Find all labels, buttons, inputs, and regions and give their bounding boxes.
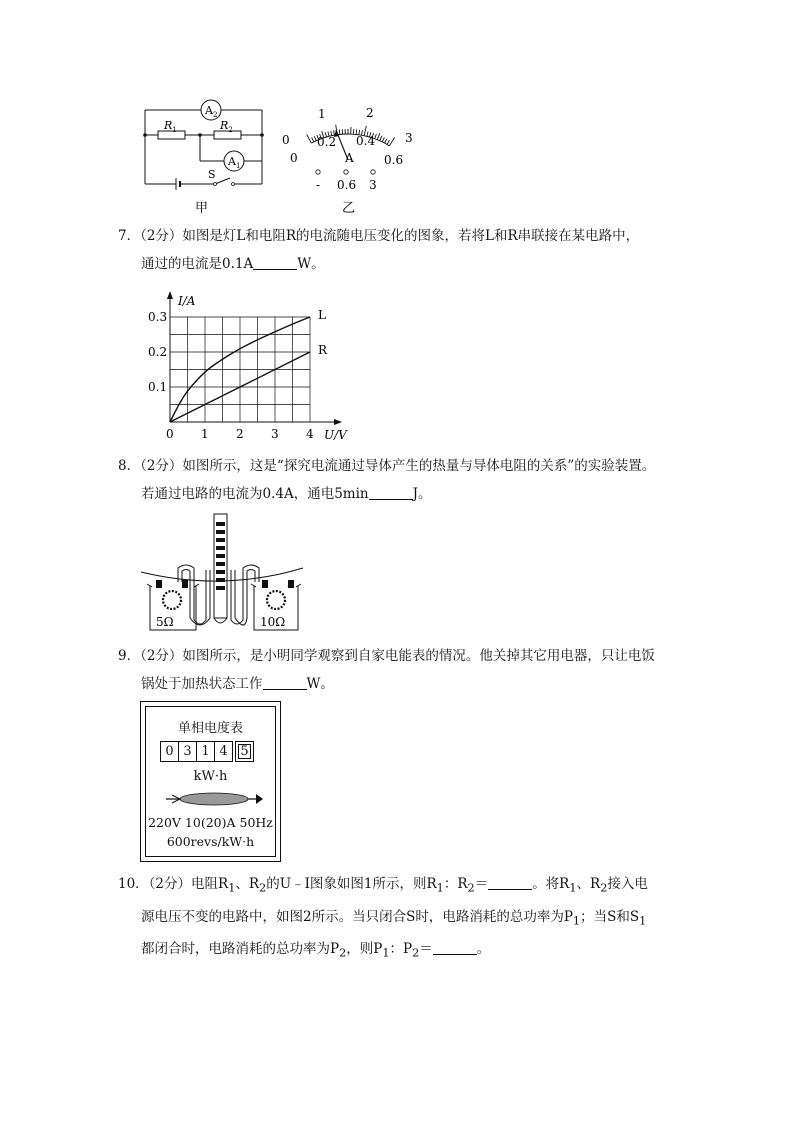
answer-blank[interactable] (488, 876, 532, 890)
x-tick-label: 4 (306, 427, 314, 441)
terminal-3: 3 (369, 178, 377, 192)
q10-line3: 都闭合时，电路消耗的总功率为$P_2$，则$P_1$：$P_2=$ 。 (141, 941, 491, 961)
dial-tick (312, 137, 314, 141)
scale-top-1: 1 (318, 107, 326, 121)
y-tick-label: 0.1 (148, 380, 168, 394)
x-axis-label: U/V (324, 428, 347, 442)
dial-tick (314, 136, 316, 141)
scale-bottom-2: 0.4 (356, 134, 376, 148)
meter-digit: 3 (178, 741, 197, 762)
r2-label: $R_2$ (220, 119, 233, 134)
y-tick-label: 0.2 (148, 345, 168, 359)
left-resistor-label: 5Ω (156, 615, 174, 629)
right-resistor-label: 10Ω (260, 615, 286, 629)
scale-bottom-3: 0.6 (384, 153, 404, 167)
answer-blank[interactable] (253, 256, 297, 270)
scale-bottom-1: 0.2 (317, 135, 337, 149)
meter-disc-icon (164, 790, 264, 808)
x-tick-label: 0 (166, 427, 174, 441)
meter-spec-revs: 600revs/kW·h (166, 834, 255, 849)
q7-line1: 7．（2分）如图是灯L和电阻R的电流随电压变化的图象，若将L和R串联接在某电路中， (118, 228, 640, 244)
dial-tick (385, 139, 387, 143)
ammeter-dial (270, 100, 420, 218)
q8-line1: 8．（2分）如图所示，这是“探究电流通过导体产生的热量与导体电阻的关系”的实验装置。 (118, 458, 656, 474)
electric-meter (140, 701, 281, 862)
answer-blank[interactable] (369, 486, 413, 500)
answer-blank[interactable] (433, 941, 477, 955)
scale-top-3: 3 (405, 131, 413, 145)
dial-tick (380, 136, 382, 141)
meter-digit: 0 (160, 741, 179, 762)
series-label-L: L (318, 308, 326, 322)
switch-label: S (208, 168, 216, 181)
y-axis-arrow (167, 291, 173, 299)
x-tick-label: 1 (201, 427, 209, 441)
question-10 (118, 870, 688, 968)
meter-digit: 1 (196, 741, 215, 762)
x-tick-label: 3 (271, 427, 279, 441)
r1-label: $R_1$ (164, 119, 177, 134)
caption-jia: 甲 (195, 201, 209, 216)
scale-bottom-0: 0 (290, 151, 298, 165)
meter-digit-decimal: 5 (235, 741, 254, 762)
question-7 (118, 222, 688, 278)
meter-reading (160, 741, 253, 762)
terminal-neg: - (316, 178, 321, 192)
fig6-circuit-diagram (138, 98, 268, 218)
q9-line2: 锅处于加热状态工作 W。 (141, 676, 334, 692)
dial-tick (382, 137, 384, 141)
y-tick-label: 0.3 (148, 310, 168, 324)
y-axis-label: I/A (178, 294, 196, 308)
dial-tick (307, 134, 312, 143)
a1-label: $A_1$ (228, 155, 241, 170)
x-tick-label: 2 (236, 427, 244, 441)
a2-label: $A_2$ (205, 104, 218, 119)
meter-spec-rating: 220V 10(20)A 50Hz (148, 815, 273, 830)
q10-line1: 10．（2分）电阻$R_1$、$R_2$的U﹣I图象如图1所示，则$R_1$：$R_2=$ 。将$R_1$、$R_2$接入电 (118, 876, 648, 895)
caption-yi: 乙 (342, 201, 356, 216)
scale-top-2: 2 (366, 106, 374, 120)
answer-blank[interactable] (263, 676, 307, 690)
terminal-0-6: 0.6 (337, 178, 357, 192)
q8-line2: 若通过电路的电流为0.4A，通电5min J。 (141, 486, 432, 502)
dial-tick (389, 137, 394, 145)
question-8 (118, 452, 688, 508)
meter-digit: 4 (214, 741, 233, 762)
question-9 (118, 642, 688, 698)
dial-tick (377, 133, 380, 139)
dial-tick (339, 129, 340, 134)
q10-line2: 源电压不变的电路中，如图2所示。当只闭合S时，电路消耗的总功率为$P_1$；当S和$S_1$ (141, 908, 647, 928)
iu-graph (140, 282, 360, 444)
meter-title: 单相电度表 (177, 721, 243, 736)
q9-line1: 9．（2分）如图所示，是小明同学观察到自家电能表的情况。他关掉其它用电器，只让电饭 (118, 648, 655, 664)
heating-experiment-apparatus (138, 510, 308, 635)
dial-tick (387, 140, 390, 144)
scale-top-0: 0 (282, 133, 290, 147)
q7-line2: 通过的电流是0.1A W。 (141, 256, 325, 272)
meter-unit: kW·h (193, 769, 228, 784)
series-label-R: R (318, 343, 328, 357)
unit-label: A (345, 151, 354, 165)
x-axis-arrow (334, 419, 342, 425)
